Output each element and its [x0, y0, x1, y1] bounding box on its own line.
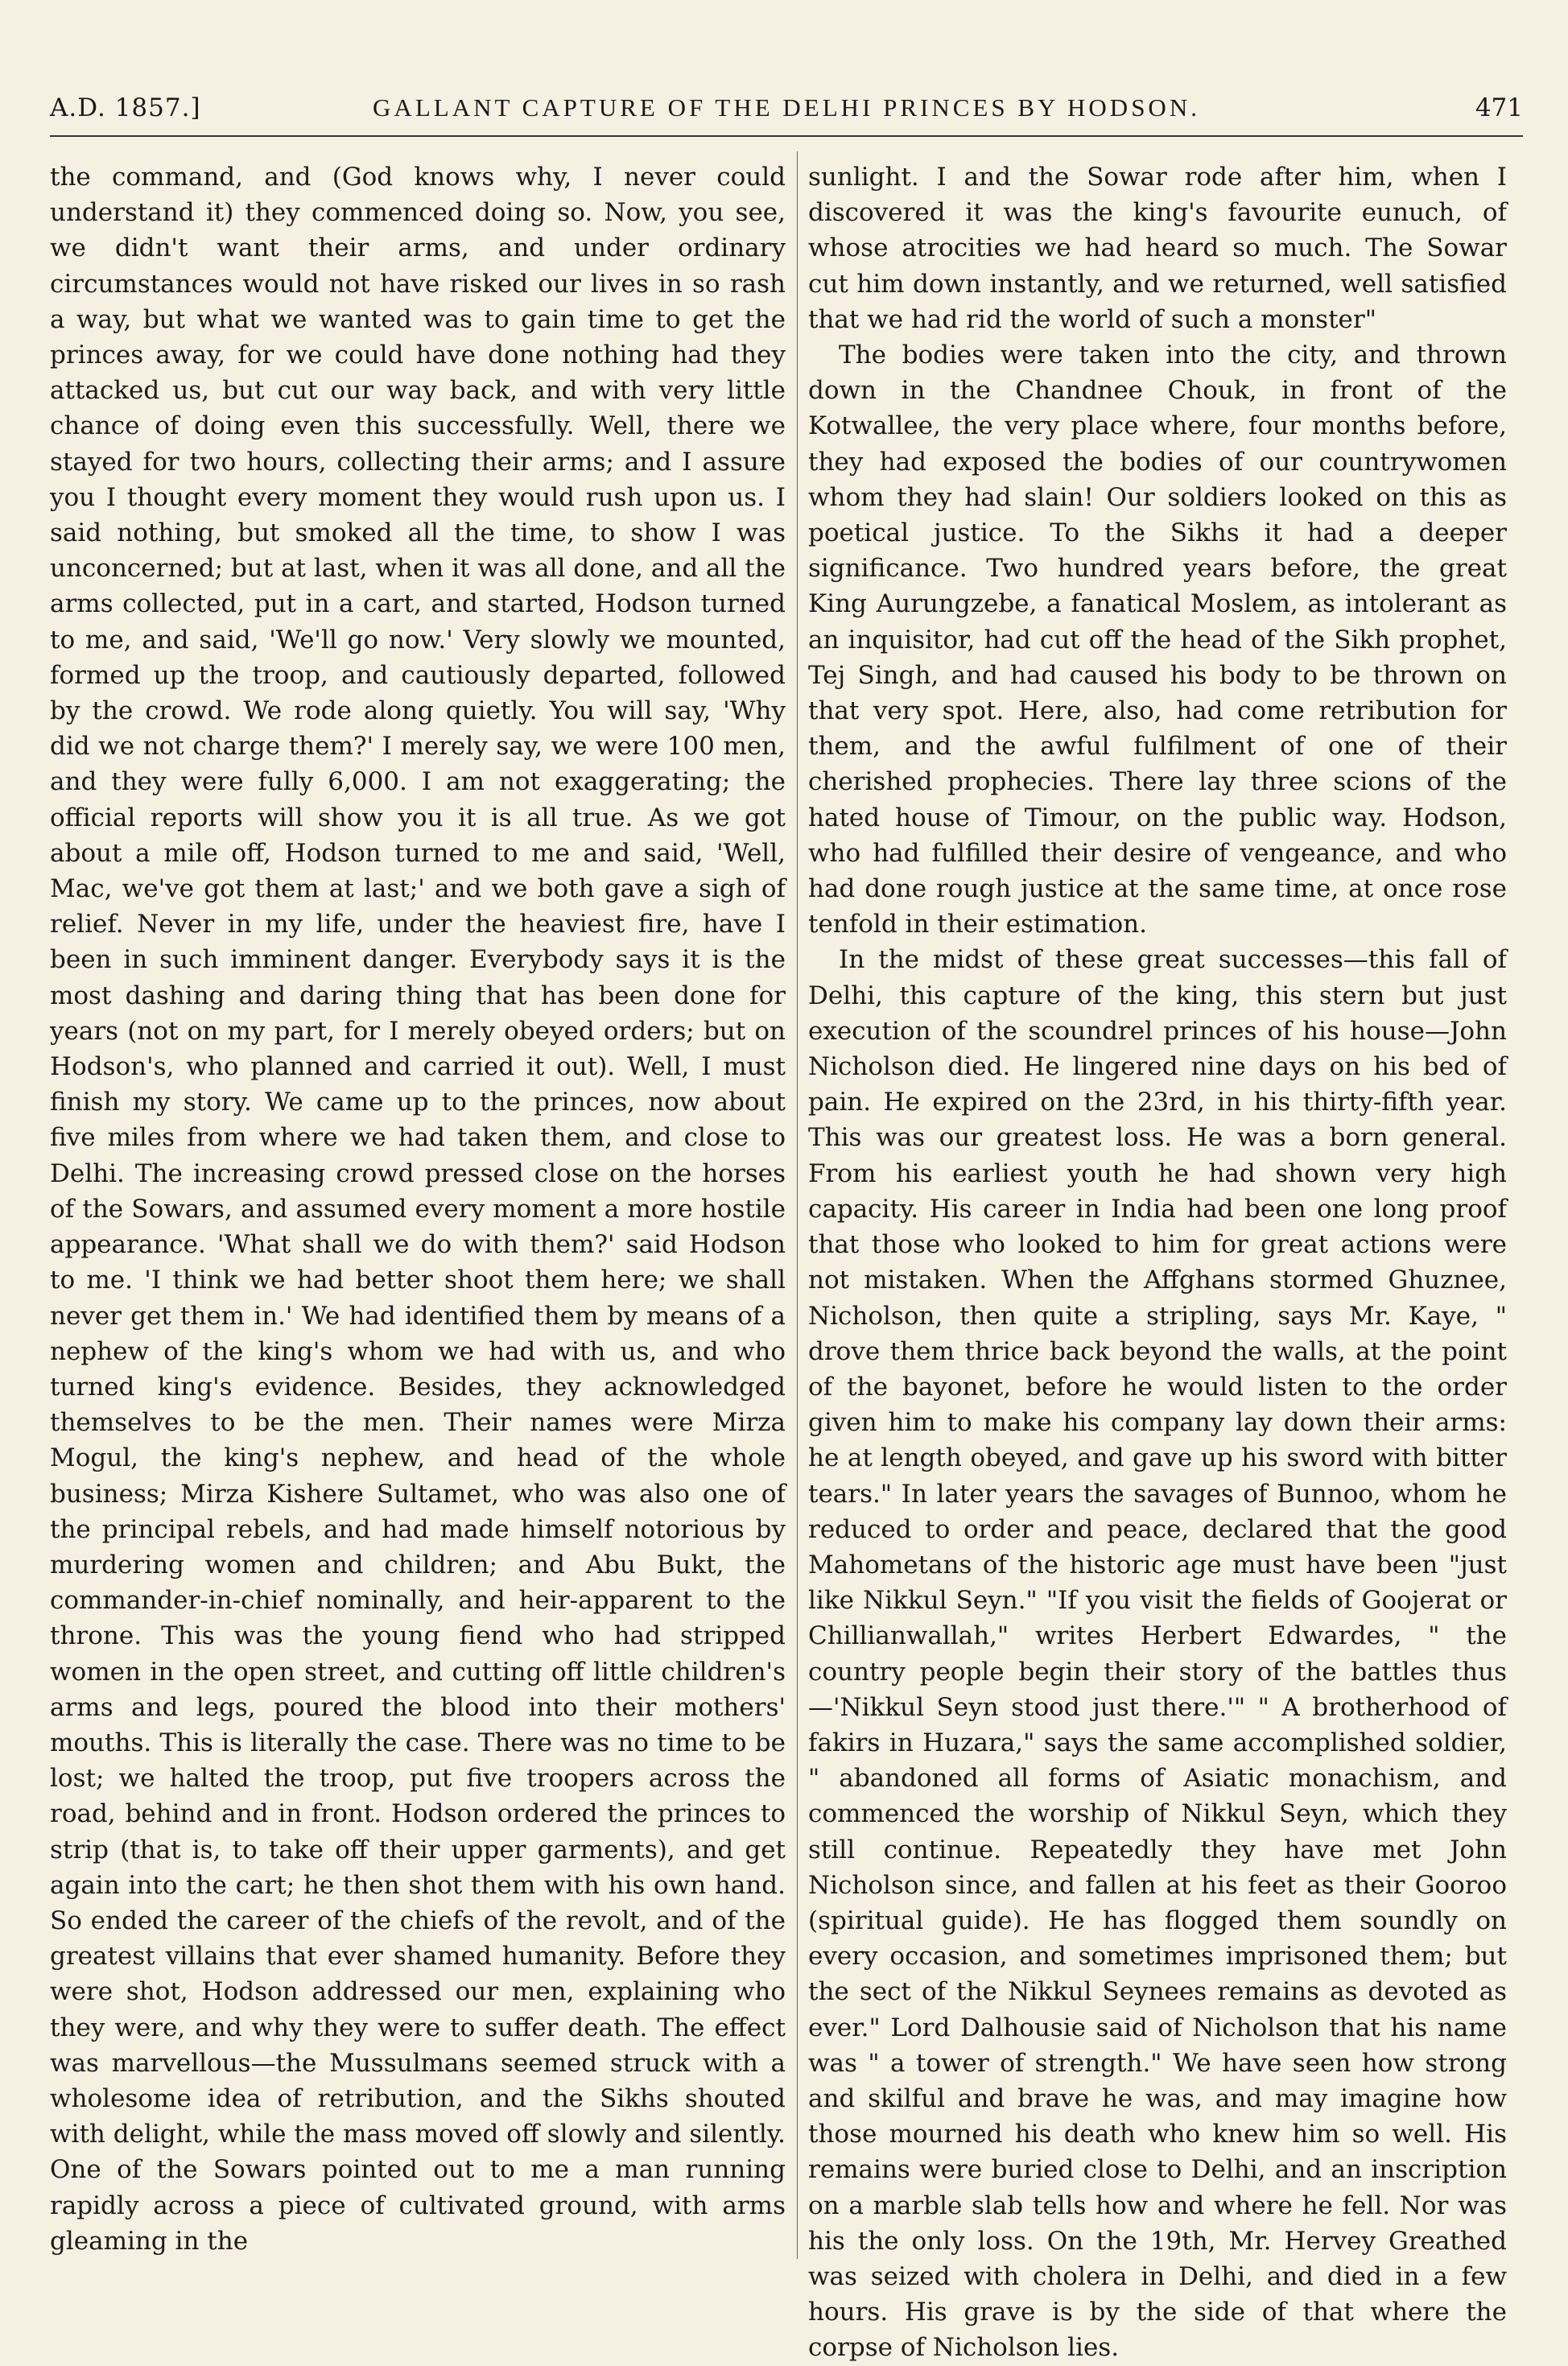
page-number: 471	[1475, 93, 1523, 122]
paragraph: In the midst of these great successes—this fall of Delhi, this capture of the king, this stern but just execution of the scoundrel princes of his house—John Nicholson died. He lingered nine days on his bed of pain. He expired on the 23rd, in his thirty-fifth year. This was our greatest loss. He was a born general. From his earliest youth he had shown very high capacity. His career in India had been one long proof that those who looked to him for great actions were not mistaken. When the Affghans stormed Ghuznee, Nicholson, then quite a stripling, says Mr. Kaye, " drove them thrice back beyond the walls, at the point of the bayonet, before he would listen to the order given him to make his company lay down their arms: he at length obeyed, and gave up his sword with bitter tears." In later years the savages of Bunnoo, whom he reduced to order and peace, declared that the good Mahometans of the historic age must have been "just like Nikkul Seyn." "If you visit the fields of Goojerat or Chillianwallah," writes Herbert Edwardes, " the country people begin their story of the battles thus—'Nikkul Seyn stood just there.'" " A brotherhood of fakirs in Huzara," says the same accomplished soldier, " abandoned all forms of Asiatic monachism, and commenced the worship of Nikkul Seyn, which they still continue. Repeatedly they have met John Nicholson since, and fallen at his feet as their Gooroo (spiritual guide). He has flogged them soundly on every occasion, and sometimes imprisoned them; but the sect of the Nikkul Seynees remains as devoted as ever." Lord Dalhousie said of Nicholson that his name was " a tower of strength." We have seen how strong and skilful and brave he was, and may imagine how those mourned his death who knew him so well. His remains were buried close to Delhi, and an inscription on a marble slab tells how and where he fell. Nor was his the only loss. On the 19th, Mr. Hervey Greathed was seized with cholera in Delhi, and died in a few hours. His grave is by the side of that where the corpse of Nicholson lies.	[808, 945, 1507, 2363]
running-header	[50, 90, 1523, 137]
paragraph: the command, and (God knows why, I never could understand it) they commenced doing so. Now, you see, we didn't want their arms, and under ordinary circumstances would not have risked our lives in so rash a way, but what we wanted was to gain time to get the princes away, for we could have done nothing had they attacked us, but cut our way back, and with very little chance of doing even this successfully. Well, there we stayed for two hours, collecting their arms; and I assure you I thought every moment they would rush upon us. I said nothing, but smoked all the time, to show I was unconcerned; but at last, when it was all done, and all the arms collected, put in a cart, and started, Hodson turned to me, and said, 'We'll go now.' Very slowly we mounted, formed up the troop, and cautiously departed, followed by the crowd. We rode along quietly. You will say, 'Why did we not charge them?' I merely say, we were 100 men, and they were fully 6,000. I am not exaggerating; the official reports will show you it is all true. As we got about a mile off, Hodson turned to me and said, 'Well, Mac, we've got them at last;' and we both gave a sigh of relief. Never in my life, under the heaviest fire, have I been in such imminent danger. Everybody says it is the most dashing and daring thing that has been done for years (not on my part, for I merely obeyed orders; but on Hodson's, who planned and carried it out). Well, I must finish my story. We came up to the princes, now about five miles from where we had taken them, and close to Delhi. The increasing crowd pressed close on the horses of the Sowars, and assumed every moment a more hostile appearance. 'What shall we do with them?' said Hodson to me. 'I think we had better shoot them here; we shall never get them in.' We had identified them by means of a nephew of the king's whom we had with us, and who turned king's evidence. Besides, they acknowledged themselves to be the men. Their names were Mirza Mogul, the king's nephew, and head of the whole business; Mirza Kishere Sultamet, who was also one of the principal rebels, and had made himself notorious by murdering women and children; and Abu Bukt, the commander-in-chief nominally, and heir-apparent to the throne. This was the young fiend who had stripped women in the open street, and cutting off little children's arms and legs, poured the blood into their mothers' mouths. This is literally the case. There was no time to be lost; we halted the troop, put five troopers across the road, behind and in front. Hodson ordered the princes to strip (that is, to take off their upper garments), and get again into the cart; he then shot them with his own hand. So ended the career of the chiefs of the revolt, and of the greatest villains that ever shamed humanity. Before they were shot, Hodson addressed our men, explaining who they were, and why they were to suffer death. The effect was marvellous—the Mussulmans seemed struck with a wholesome idea of retribution, and the Sikhs shouted with delight, while the mass moved off slowly and silently. One of the Sowars pointed out to me a man running rapidly across a piece of cultivated ground, with arms gleaming in the	[50, 163, 786, 2256]
paragraph: sunlight. I and the Sowar rode after him, when I discovered it was the king's favourite eunuch, of whose atrocities we had heard so much. The Sowar cut him down instantly, and we returned, well satisfied that we had rid the world of such a monster"	[808, 163, 1507, 334]
right-column	[808, 159, 1507, 2366]
left-column	[50, 159, 786, 2259]
header-date: A.D. 1857.]	[50, 93, 201, 122]
header-title: GALLANT CAPTURE OF THE DELHI PRINCES BY HODSON.	[373, 93, 1200, 122]
column-divider	[797, 151, 798, 2259]
paragraph: The bodies were taken into the city, and thrown down in the Chandnee Chouk, in front of the Kotwallee, the very place where, four months before, they had exposed the bodies of our countrywomen whom they had slain! Our soldiers looked on this as poetical justice. To the Sikhs it had a deeper significance. Two hundred years before, the great King Aurungzebe, a fanatical Moslem, as intolerant as an inquisitor, had cut off the head of the Sikh prophet, Tej Singh, and had caused his body to be thrown on that very spot. Here, also, had come retribution for them, and the awful fulfilment of one of their cherished prophecies. There lay three scions of the hated house of Timour, on the public way. Hodson, who had fulfilled their desire of vengeance, and who had done rough justice at the same time, at once rose tenfold in their estimation.	[808, 341, 1507, 939]
